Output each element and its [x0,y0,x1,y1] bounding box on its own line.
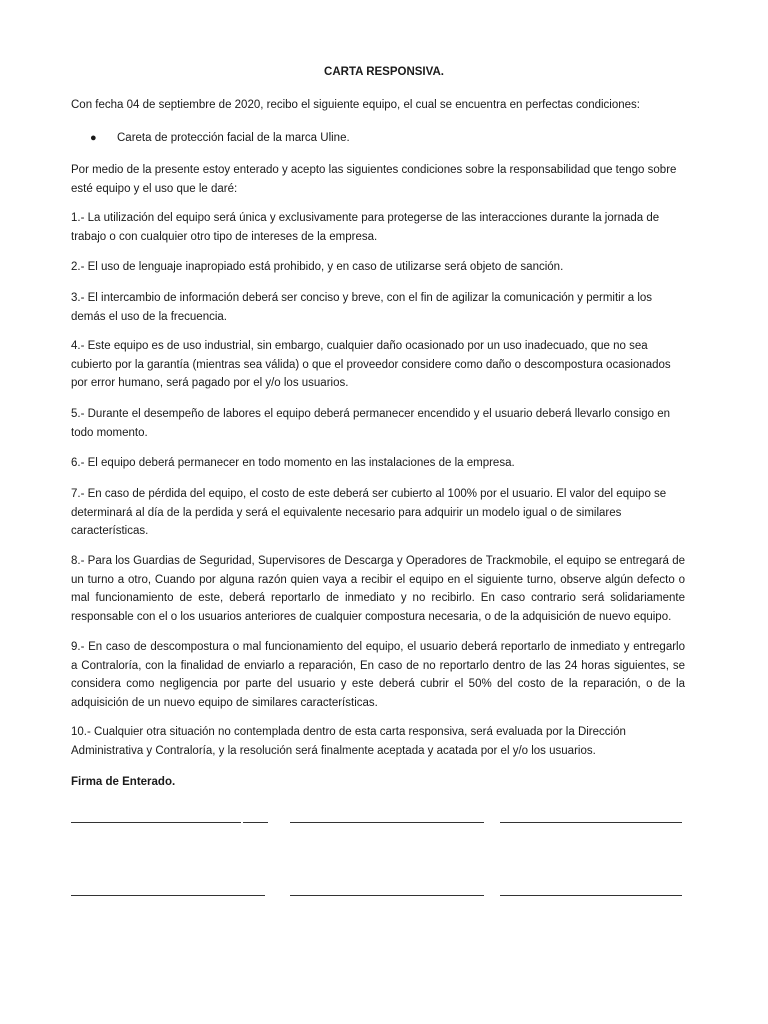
signature-line-short [243,822,268,823]
condition-6: 6.- El equipo deberá permanecer en todo momento en las instalaciones de la empresa. [71,457,515,469]
signature-line [71,895,265,896]
condition-7: 7.- En caso de pérdida del equipo, el costo de este deberá ser cubierto al 100% por el usuario. El valor del equipo se determinará al día de la perdida y será el equivalente necesario para adquirir un modelo igual o de similares características. [71,488,667,538]
preamble-paragraph: Por medio de la presente estoy enterado y acepto las siguientes condiciones sobre la responsabilidad que tengo sobre esté equipo y el uso que le daré: [71,164,677,195]
condition-3: 3.- El intercambio de información deberá ser conciso y breve, con el fin de agilizar la comunicación y permitir a los demás el uso de la frecuencia. [71,292,653,323]
condition-1: 1.- La utilización del equipo será única y exclusivamente para protegerse de las interacciones durante la jornada de trabajo o con cualquier otro tipo de intereses de la empresa. [71,212,660,243]
condition-2: 2.- El uso de lenguaje inapropiado está prohibido, y en caso de utilizarse será objeto de sanción. [71,261,564,273]
signature-line [500,895,682,896]
condition-9: 9.- En caso de descompostura o mal funcionamiento del equipo, el usuario deberá reportarlo de inmediato y entregarlo a Contraloría, con la finalidad de enviarlo a reparación, En caso de no reportarlo dentro de las 24 horas siguientes, se considera como negligencia por parte del usuario y este deberá cubrir el 50% del costo de la reparación, o de la adquisición de un nuevo equipo de similares características. [71,641,685,709]
signature-line [290,895,484,896]
signature-heading: Firma de Enterado. [71,776,176,788]
equipment-item-text: Careta de protección facial de la marca Uline. [117,132,350,144]
condition-4: 4.- Este equipo es de uso industrial, sin embargo, cualquier daño ocasionado por un uso inadecuado, que no sea cubierto por la garantía (mientras sea válida) o que el proveedor considere como daño o descompostura ocasionados por error humano, será pagado por el y/o los usuarios. [71,340,671,390]
condition-10: 10.- Cualquier otra situación no contemplada dentro de esta carta responsiva, será evaluada por la Dirección Administrativa y Contraloría, y la resolución será finalmente aceptada y acatada por el y/o los usuarios. [71,726,626,757]
signature-line [500,822,682,823]
signature-line [290,822,484,823]
intro-paragraph: Con fecha 04 de septiembre de 2020, recibo el siguiente equipo, el cual se encuentra en perfectas condiciones: [71,99,640,111]
bullet-icon: ● [90,132,97,144]
document-title: CARTA RESPONSIVA. [324,66,444,78]
condition-5: 5.- Durante el desempeño de labores el equipo deberá permanecer encendido y el usuario deberá llevarlo consigo en todo momento. [71,408,671,439]
signature-line [71,822,241,823]
condition-8: 8.- Para los Guardias de Seguridad, Supervisores de Descarga y Operadores de Trackmobile, el equipo se entregará de un turno a otro, Cuando por alguna razón quien vaya a recibir el equipo en el siguiente turno, observe algún defecto o mal funcionamiento de este, deberá reportarlo de inmediato y no recibirlo. En caso contrario será solidariamente responsable con el o los usuarios anteriores de cualquier compostura necesaria, o de la adquisición de nuevo equipo. [71,555,685,623]
